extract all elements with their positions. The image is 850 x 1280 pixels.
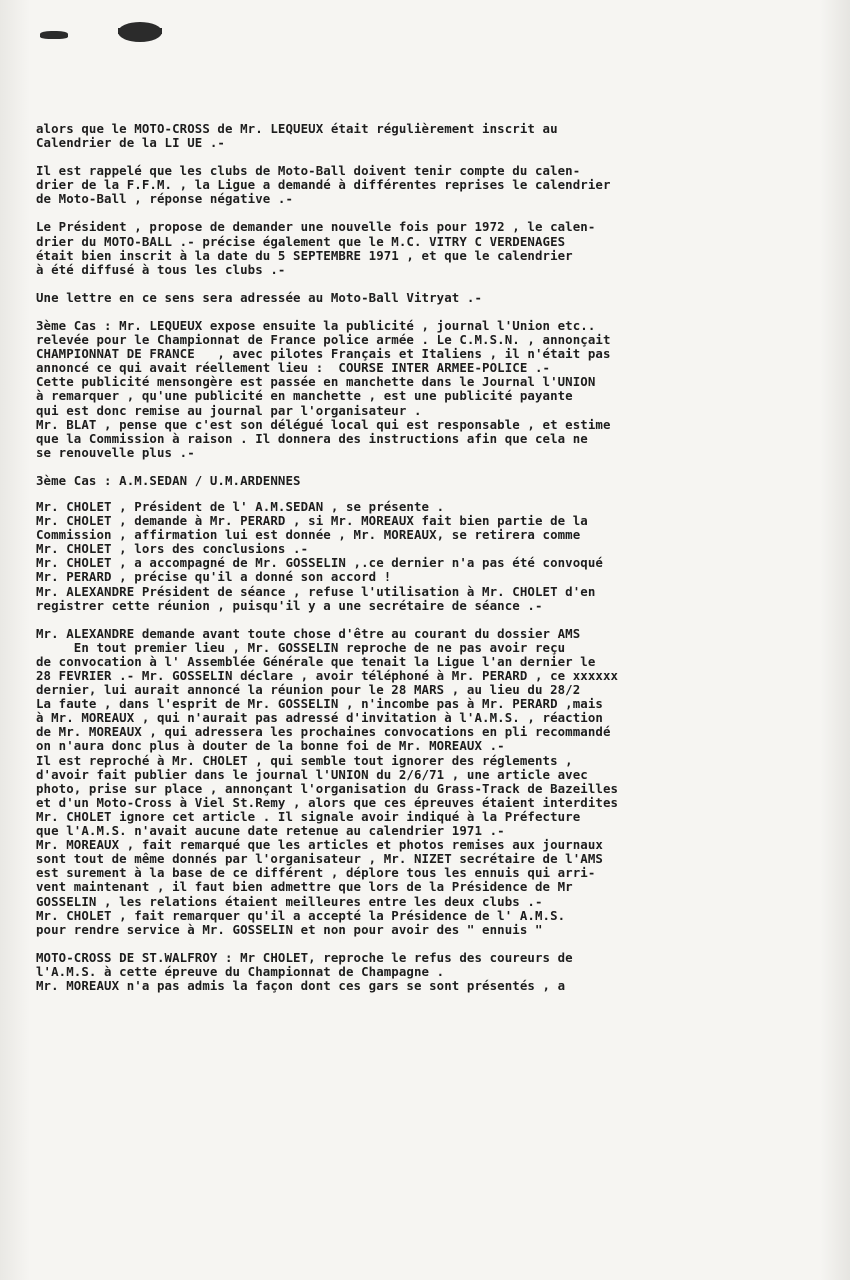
text-line: est surement à la base de ce différent , déplore tous les ennuis qui arri- — [36, 865, 596, 881]
text-line: La faute , dans l'esprit de Mr. GOSSELIN , n'incombe pas à Mr. PERARD ,mais — [36, 696, 603, 712]
text-line: registrer cette réunion , puisqu'il y a une secrétaire de séance .- — [36, 597, 543, 613]
text-line: que l'A.M.S. n'avait aucune date retenue au calendrier 1971 .- — [36, 823, 505, 839]
text-line: à remarquer , qu'une publicité en manchette , est une publicité payante — [36, 388, 573, 404]
paragraph — [36, 627, 826, 937]
text-line: Le Président , propose de demander une nouvelle fois pour 1972 , le calen- — [36, 219, 596, 235]
text-line: Mr. MOREAUX , fait remarqué que les articles et photos remises aux journaux — [36, 837, 603, 853]
text-line: dernier, lui aurait annoncé la réunion pour le 28 MARS , au lieu du 28/2 — [36, 682, 581, 698]
text-line: Cette publicité mensongère est passée en manchette dans le Journal l'UNION — [36, 374, 596, 390]
text-line: Mr. BLAT , pense que c'est son délégué local qui est responsable , et estime — [36, 416, 611, 432]
text-line: Mr. CHOLET , lors des conclusions .- — [36, 541, 309, 557]
text-line: l'A.M.S. à cette épreuve du Championnat de Champagne . — [36, 963, 445, 979]
text-line: annoncé ce qui avait réellement lieu : COURSE INTER ARMEE-POLICE .- — [36, 360, 551, 376]
text-line: Commission , affirmation lui est donnée , Mr. MOREAUX, se retirera comme — [36, 527, 581, 543]
text-line: vent maintenant , il faut bien admettre que lors de la Présidence de Mr — [36, 879, 573, 895]
text-line: Mr. CHOLET ignore cet article . Il signale avoir indiqué à la Préfecture — [36, 808, 581, 824]
text-line: et d'un Moto-Cross à Viel St.Remy , alors que ces épreuves étaient interdites — [36, 794, 619, 810]
text-line: 3ème Cas : A.M.SEDAN / U.M.ARDENNES — [36, 472, 301, 488]
text-line: de Moto-Ball , réponse négative .- — [36, 191, 294, 207]
document-body — [36, 122, 826, 1007]
paragraph — [36, 164, 826, 206]
text-line: alors que le MOTO-CROSS de Mr. LEQUEUX était régulièrement inscrit au — [36, 121, 558, 136]
text-line: que la Commission à raison . Il donnera des instructions afin que cela ne — [36, 430, 588, 446]
paragraph — [36, 319, 826, 460]
text-line: Mr. ALEXANDRE Président de séance , refuse l'utilisation à Mr. CHOLET d'en — [36, 583, 596, 599]
text-line: Mr. PERARD , précise qu'il a donné son accord ! — [36, 569, 392, 585]
text-line: Calendrier de la LI UE .- — [36, 135, 225, 151]
text-line: Mr. CHOLET , Président de l' A.M.SEDAN , se présente . — [36, 498, 445, 514]
text-line: Mr. CHOLET , a accompagné de Mr. GOSSELIN ,.ce dernier n'a pas été convoqué — [36, 555, 603, 571]
text-line: pour rendre service à Mr. GOSSELIN et non pour avoir des " ennuis " — [36, 921, 543, 937]
text-line: qui est donc remise au journal par l'organisateur . — [36, 402, 422, 418]
text-line: sont tout de même donnés par l'organisateur , Mr. NIZET secrétaire de l'AMS — [36, 851, 603, 867]
text-line: Mr. ALEXANDRE demande avant toute chose d'être au courant du dossier AMS — [36, 625, 581, 641]
text-line: relevée pour le Championnat de France police armée . Le C.M.S.N. , annonçait — [36, 332, 611, 348]
text-line: Mr. CHOLET , demande à Mr. PERARD , si Mr. MOREAUX fait bien partie de la — [36, 513, 588, 529]
section-heading — [36, 474, 826, 488]
paragraph — [36, 122, 826, 150]
text-line: photo, prise sur place , annonçant l'organisation du Grass-Track de Bazeilles — [36, 780, 619, 796]
text-line: se renouvelle plus .- — [36, 444, 195, 460]
text-line: Une lettre en ce sens sera adressée au Moto-Ball Vitryat .- — [36, 289, 483, 305]
text-line: En tout premier lieu , Mr. GOSSELIN reproche de ne pas avoir reçu — [36, 639, 566, 655]
text-line: GOSSELIN , les relations étaient meilleures entre les deux clubs .- — [36, 893, 543, 909]
punch-hole-mark — [118, 22, 162, 42]
text-line: à été diffusé à tous les clubs .- — [36, 261, 286, 277]
text-line: d'avoir fait publier dans le journal l'UNION du 2/6/71 , une article avec — [36, 766, 588, 782]
text-line: drier du MOTO-BALL .- précise également que le M.C. VITRY C VERDENAGES — [36, 233, 566, 249]
text-line: de Mr. MOREAUX , qui adressera les prochaines convocations en pli recommandé — [36, 724, 611, 740]
paragraph — [36, 291, 826, 305]
paragraph — [36, 220, 826, 276]
text-line: MOTO-CROSS DE ST.WALFROY : Mr CHOLET, reproche le refus des coureurs de — [36, 949, 573, 965]
punch-hole-mark — [40, 31, 68, 39]
text-line: Mr. CHOLET , fait remarquer qu'il a accepté la Présidence de l' A.M.S. — [36, 907, 566, 923]
text-line: 28 FEVRIER .- Mr. GOSSELIN déclare , avoir téléphoné à Mr. PERARD , ce xxxxxx — [36, 668, 619, 683]
text-line: était bien inscrit à la date du 5 SEPTEMBRE 1971 , et que le calendrier — [36, 247, 573, 263]
paragraph — [36, 500, 826, 613]
text-line: à Mr. MOREAUX , qui n'aurait pas adressé d'invitation à l'A.M.S. , réaction — [36, 710, 603, 726]
text-line: CHAMPIONNAT DE FRANCE , avec pilotes Français et Italiens , il n'était pas — [36, 346, 611, 362]
text-line: Il est reproché à Mr. CHOLET , qui semble tout ignorer des réglements , — [36, 752, 573, 768]
text-line: de convocation à l' Assemblée Générale que tenait la Ligue l'an dernier le — [36, 653, 596, 669]
text-line: drier de la F.F.M. , la Ligue a demandé à différentes reprises le calendrier — [36, 177, 611, 193]
paragraph — [36, 951, 826, 993]
text-line: on n'aura donc plus à douter de la bonne foi de Mr. MOREAUX .- — [36, 738, 505, 754]
text-line: Mr. MOREAUX n'a pas admis la façon dont ces gars se sont présentés , a — [36, 977, 566, 993]
text-line: Il est rappelé que les clubs de Moto-Ball doivent tenir compte du calen- — [36, 163, 581, 179]
text-line: 3ème Cas : Mr. LEQUEUX expose ensuite la publicité , journal l'Union etc.. — [36, 317, 596, 333]
